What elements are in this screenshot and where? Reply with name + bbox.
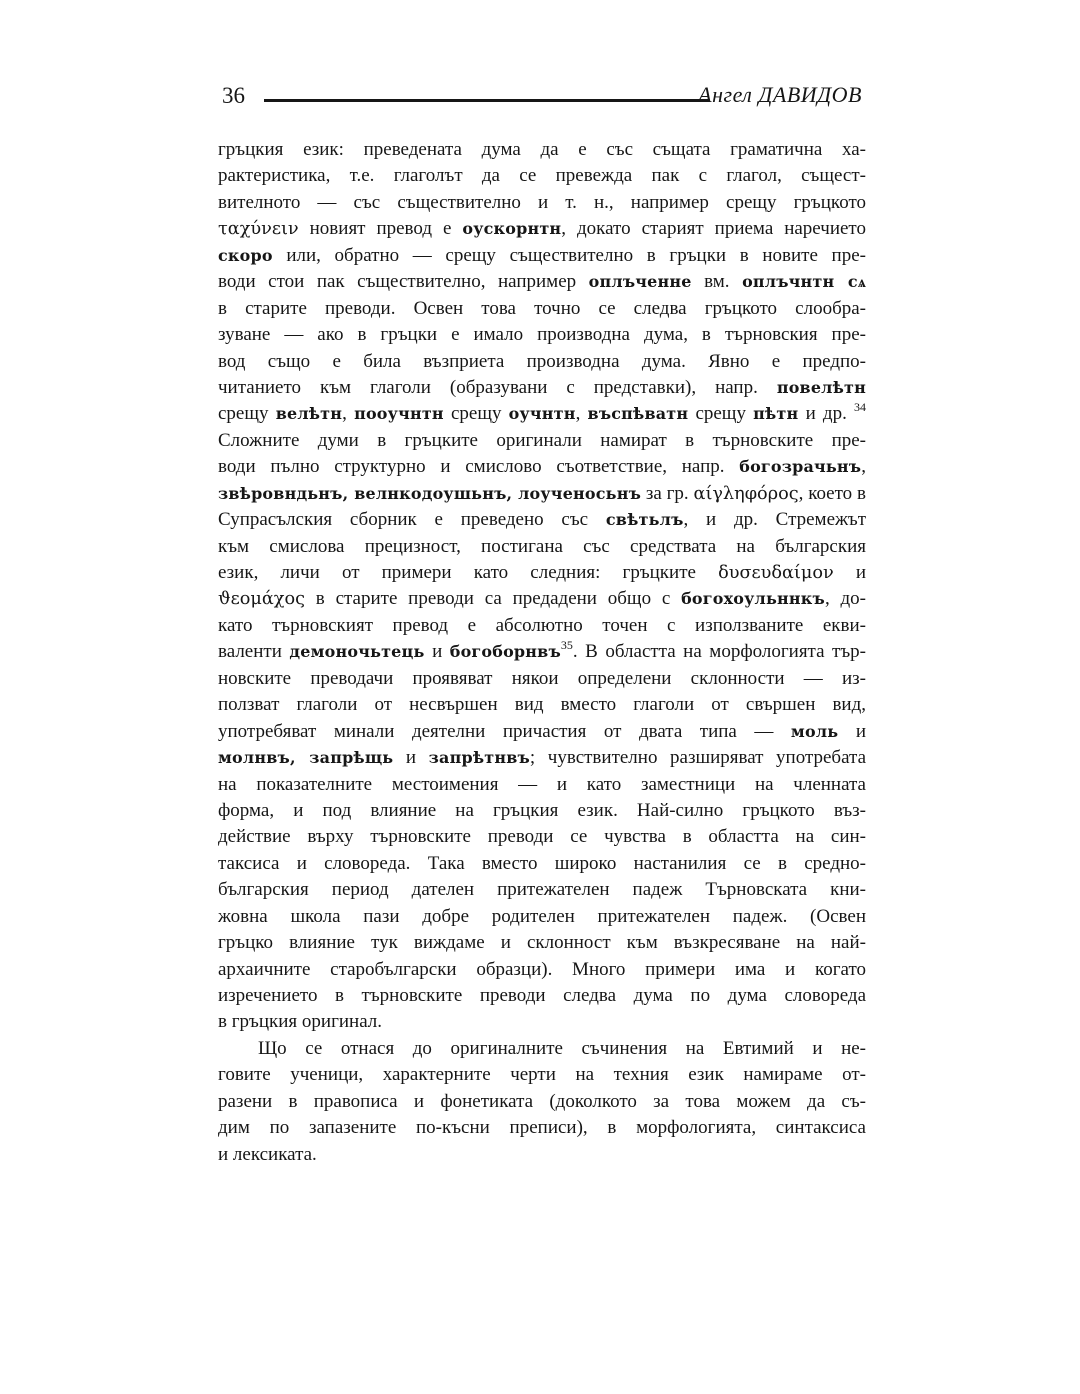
text-line xyxy=(218,824,866,850)
body-text-run: и xyxy=(393,747,429,769)
body-text-run: и лексиката. xyxy=(218,1143,317,1165)
body-text-run: . В областта на морфологията тър- xyxy=(572,641,866,663)
body-text-run: зуване — ако в гръцки е имало производна дума, в търновския пре- xyxy=(218,324,866,346)
text-line xyxy=(218,1142,866,1168)
text-line xyxy=(218,269,866,295)
old-slavonic-term: богозрачьнъ xyxy=(739,457,862,477)
old-slavonic-term: въспѣватн xyxy=(587,404,689,424)
body-text-run: говите ученици, характерните черти на техния език намираме от- xyxy=(218,1064,866,1086)
text-line xyxy=(218,454,866,480)
text-line xyxy=(218,322,866,348)
text-line xyxy=(218,481,866,507)
old-slavonic-term: моль xyxy=(790,721,839,741)
text-line xyxy=(218,904,866,930)
text-line xyxy=(218,349,866,375)
body-text-run: ползват глаголи от несвършен вид вместо глаголи от свършен вид, xyxy=(218,694,866,716)
text-line xyxy=(218,851,866,877)
text-line xyxy=(218,216,866,242)
body-text-run: , xyxy=(575,403,588,425)
text-line xyxy=(218,375,866,401)
text-line xyxy=(218,296,866,322)
body-text-run: , което в xyxy=(798,482,866,504)
body-text-run: Супрасълския сборник е преведено със xyxy=(218,509,606,531)
body-text-run: архаичните старобългарски образци). Много примери има и когато xyxy=(218,958,866,980)
old-slavonic-term: богоборнвъ xyxy=(449,642,561,662)
text-line xyxy=(218,745,866,771)
body-text-run: води пълно структурно и смислово съответствие, напр. xyxy=(218,456,740,478)
body-text-run: води стои пак съществително, например xyxy=(218,271,589,293)
old-slavonic-term: повелѣтн xyxy=(776,377,866,397)
body-text-run: срещу xyxy=(443,403,509,425)
old-slavonic-term: молнвъ, запрѣщь xyxy=(218,748,394,768)
text-line xyxy=(218,560,866,586)
running-head xyxy=(0,0,1080,120)
body-text-run: език, личи от примери като следния: гръцките xyxy=(218,562,719,583)
body-text-run: за гр. xyxy=(641,482,694,504)
old-slavonic-term: оплъчнтн сѧ xyxy=(742,272,866,292)
text-line xyxy=(218,243,866,269)
body-text-run: рактеристика, т.е. глаголът да се превежда пак с глагол, същест- xyxy=(218,165,866,187)
greek-term: ϑεομάχος xyxy=(218,589,306,610)
old-slavonic-term: велѣтн xyxy=(275,404,343,424)
old-slavonic-term: звѣровндьнъ, велнкодоушьнъ, лоученосьнъ xyxy=(218,483,642,503)
text-line xyxy=(218,428,866,454)
body-text-run: новските преводачи проявяват някои определени склонности — из- xyxy=(218,667,866,689)
body-text-run: вм. xyxy=(691,271,743,293)
page-number: 36 xyxy=(222,83,245,108)
text-line xyxy=(218,798,866,824)
body-text-run: жовна школа пази добре родителен притежателен падеж. (Освен xyxy=(218,905,866,927)
body-text-run: към смислова прецизност, постигана със средствата на българския xyxy=(218,535,866,557)
old-slavonic-term: запрѣтнвъ xyxy=(428,748,530,768)
old-slavonic-term: демоночьтець xyxy=(289,642,425,662)
body-text-run: , докато старият приема наречието xyxy=(561,218,866,240)
body-text-run: таксиса и словореда. Така вместо широко настанилия се в средно- xyxy=(218,852,866,874)
old-slavonic-term: пооучнтн xyxy=(354,404,444,424)
old-slavonic-term: свѣтьлъ xyxy=(605,510,684,530)
body-text-run: новият превод е xyxy=(298,218,463,240)
old-slavonic-term: оплъченне xyxy=(588,272,692,292)
body-text-run: , xyxy=(342,403,355,425)
greek-term: ταχύνειν xyxy=(218,219,299,240)
text-line xyxy=(218,877,866,903)
text-line xyxy=(218,692,866,718)
body-text-run: гръцко влияние тук виждаме и склонност към възкресяване на най- xyxy=(218,932,866,954)
text-line xyxy=(218,666,866,692)
body-text-run: и xyxy=(833,562,866,583)
body-text-run: в гръцкия оригинал. xyxy=(218,1011,383,1033)
running-head-author: Ангел ДАВИДОВ xyxy=(698,82,862,107)
body-text-run: вителното — със съществително и т. н., например срещу гръцкото xyxy=(218,191,866,213)
text-line xyxy=(218,930,866,956)
text-line xyxy=(218,983,866,1009)
old-slavonic-term: оускорнтн xyxy=(462,219,562,239)
greek-term: δυσευδαίμον xyxy=(718,563,834,583)
body-text-run: българския период дателен притежателен падеж Търновската кни- xyxy=(218,879,866,901)
text-line xyxy=(218,190,866,216)
text-line xyxy=(218,1062,866,1088)
body-text-run: валенти xyxy=(218,641,290,663)
body-text-run: Сложните думи в гръцките оригинали намират в търновските пре- xyxy=(218,429,866,451)
body-text-run: или, обратно — срещу съществително в гръцки в новите пре- xyxy=(272,244,866,266)
body-text-run: гръцкия език: преведената дума да е със същата граматична ха- xyxy=(218,139,866,160)
body-text-run: вод също е била възприета производна дума. Явно е предпо- xyxy=(218,350,866,372)
body-text-run: в старите преводи. Освен това точно се следва гръцкото слообра- xyxy=(218,297,866,319)
text-line xyxy=(218,163,866,189)
old-slavonic-term: богохоульннкъ xyxy=(681,589,825,609)
text-line xyxy=(218,507,866,533)
body-text-run: срещу xyxy=(218,403,276,425)
text-line xyxy=(218,772,866,798)
text-line xyxy=(218,1115,866,1141)
text-line xyxy=(218,1009,866,1035)
text-line xyxy=(218,719,866,745)
body-text-run: употребяват минали деятелни причастия от двата типа — xyxy=(218,720,791,742)
text-line xyxy=(218,613,866,639)
body-text-run: , xyxy=(861,456,866,478)
body-text-run: и др. xyxy=(798,403,855,425)
footnote-ref: 34 xyxy=(854,400,867,415)
body-text-run: изречението в търновските преводи следва дума по дума словореда xyxy=(218,985,866,1006)
text-line xyxy=(218,957,866,983)
text-line xyxy=(218,639,866,665)
body-text-run: , до- xyxy=(824,588,866,610)
text-line xyxy=(218,534,866,560)
text-line xyxy=(218,586,866,612)
greek-term: αίγληφόρος xyxy=(693,483,799,504)
body-text-run: и xyxy=(838,720,866,742)
body-text-run: форма, и под влияние на гръцкия език. Най-силно гръцкото въз- xyxy=(218,799,866,821)
body-text-run: дим по запазените по-късни преписи), в морфологията, синтаксиса xyxy=(218,1117,866,1139)
text-line xyxy=(218,1036,866,1062)
body-text-run: читанието към глаголи (образувани с представки), напр. xyxy=(218,376,777,398)
body-text-run: и xyxy=(424,641,450,663)
body-text-run: , и др. Стремежът xyxy=(683,509,867,531)
body-text-run: в старите преводи са предадени общо с xyxy=(305,588,682,610)
body-text xyxy=(218,137,866,1168)
body-text-run: срещу xyxy=(688,403,754,425)
body-text-run: действие върху търновските преводи се чувства в областта на син- xyxy=(218,826,866,848)
old-slavonic-term: пѣтн xyxy=(753,404,799,424)
body-text-run: Що се отнася до оригиналните съчинения на Евтимий и не- xyxy=(258,1037,866,1059)
old-slavonic-term: скоро xyxy=(218,245,273,265)
text-line xyxy=(218,1089,866,1115)
body-text-run: ; чувствително разширяват употребата xyxy=(529,747,867,769)
text-line xyxy=(218,137,866,163)
old-slavonic-term: оучнтн xyxy=(508,404,576,424)
footnote-ref: 35 xyxy=(560,638,573,653)
body-text-run: разени в правописа и фонетиката (доколкото за това можем да съ- xyxy=(218,1090,866,1112)
body-text-run: като търновският превод е абсолютно точен с използваните екви- xyxy=(218,614,866,636)
text-line xyxy=(218,401,866,427)
body-text-run: на показателните местоимения — и като заместници на членната xyxy=(218,773,866,795)
